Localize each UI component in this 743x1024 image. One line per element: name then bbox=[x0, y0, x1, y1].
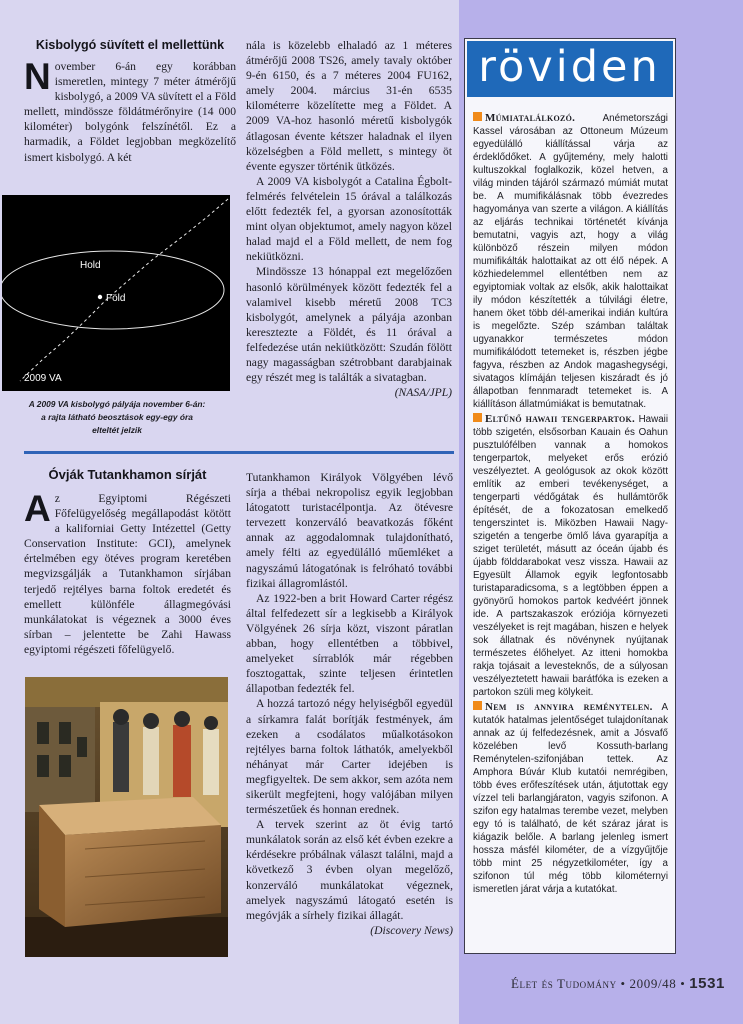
sidebar-banner: röviden bbox=[467, 41, 673, 97]
asteroid-orbit-diagram bbox=[2, 195, 230, 391]
article1-source: (NASA/JPL) bbox=[394, 386, 452, 400]
page-number: 1531 bbox=[689, 975, 725, 992]
article1-intro-text: ovember 6-án egy korábban ismeretlen, mintegy 7 méter átmérőjű kisbolygó, a 2009 VA süvített el a Föld mellett, mindössze földátmérőnyire (14 000 kilométer) bolygónk felszínétől. Ez a harmadik, a Földet legjobban megközelítő ismert kisbolygó. A két bbox=[24, 60, 236, 164]
bullet-square-icon bbox=[473, 413, 482, 422]
article2-intro-text: z Egyiptomi Régészeti Főfelügyelőség megállapodást kötött a kaliforniai Getty Intézettel (Getty Conservation Institute: GCI), amelynek értelmében egy ötéves program keretében megvizsgálják a Tutankhamon sírjában terjedő rejtélyes barna foltok eredetét és emellett különféle állagmegóvási munkálatokat is végeznek a 3000 éves sírban – jelentette be Zahi Hawass egyiptomi régészeti főfelügyelő. bbox=[24, 492, 231, 656]
label-earth: Föld bbox=[106, 293, 126, 304]
article1-col2 bbox=[246, 38, 452, 400]
moon-orbit bbox=[2, 251, 224, 329]
sidebar-item-text: A kutatók hatalmas jelentőséget tulajdonítanak annak az új felfedezésnek, amit a Jósvafő közelében levő Kossuth-barlang Reménytelen-szifonjában tettek. Az Amphora Búvár Klub kutatói nemrégiben, több éves erőfeszítések után, átjutottak egy vízzel teli barlangjáraton, vagyis szifonon. A szifon egy hatalmas terembe vezet, melyben egy tó is található, de két száraz járat is kiágazik belőle. A barlang jelenleg ismert hossza másfél kilométer, de a vízgyűjtője több mint 25 négyzetkilométer, így a szifonon túl még több kilométernyi ismeretlen járat várja a kutatókat. bbox=[473, 702, 668, 895]
article2-p4: A hozzá tartozó négy helyiségből egyedül a sírkamra falát borítják festmények, ám ezeken a csodálatos műalkotásokon rejtélyes barna foltok láthatók, amelyekből néhányat már Carter idejében is megfigyeltek. De sem akkor, sem azóta nem sikerült megfejteni, hogy valójában milyen természetűek és honnan erednek. bbox=[246, 697, 453, 817]
article1-title: Kisbolygó süvített el mellettünk bbox=[35, 38, 225, 52]
earth-dot bbox=[98, 295, 102, 299]
sidebar-item-mummy bbox=[473, 112, 668, 411]
orbit-caption: A 2009 VA kisbolygó pályája november 6-án: a rajta látható beosztások egy-egy óra elteltét jelzik bbox=[28, 399, 206, 435]
article2-title: Óvják Tutankhamon sírját bbox=[48, 467, 207, 482]
sidebar-item-head: Nem is annyira reménytelen. bbox=[485, 701, 653, 713]
article2-p5-text: A tervek szerint az öt évig tartó munkálatok során az első két évben ezekre a kérdésekre próbálnak választ találni, majd a következő 3 évben olyan megelőző, konzerváló munkálatokat végeznek, amelyek nagyszámú látogató esetén is megóvják a sírhely fizikai állagát. bbox=[246, 818, 453, 922]
bullet-square-icon bbox=[473, 112, 482, 121]
article1-p1-cont: nála is közelebb elhaladó az 1 méteres átmérőjű 2008 TS26, amely tavaly október 9-én 6150, és a 7 méteres 2004 FU162, amely 2004. március 31-én 6535 kilométerre közelítette meg a Földet. A 2009 VA-hoz hasonló méretű kisbolygók átlagosan évente kétszer haladnak el ilyen közelségben a Föld mellett, s mintegy öt évente egyszer történik ütközés. bbox=[246, 39, 452, 173]
article1-p2: A 2009 VA kisbolygót a Catalina Égbolt-felmérés felvételein 15 órával a találkozás előtt fedezték fel, a gyorsan azonosították mint olyan objektumot, amely nagyon közel halad majd el a Föld mellett, de nem fog nekiütközni. bbox=[246, 174, 452, 264]
article2-p5 bbox=[246, 817, 453, 937]
label-moon: Hold bbox=[80, 260, 101, 271]
article1-intro bbox=[24, 56, 236, 165]
sidebar-items bbox=[473, 112, 668, 898]
page-footer: Élet és Tudomány • 2009/48 • 1531 bbox=[510, 975, 725, 992]
article1-dropcap: N bbox=[24, 56, 51, 97]
sidebar-item-hawaii bbox=[473, 413, 668, 699]
article2-p2: Tutankhamon Királyok Völgyében lévő sírja a thébai nekropolisz egyik legjobban látogatott turistacélpontja. Az ötévesre tervezett konzerváló beavatkozás főként annak az aggodalomnak tulajdonítható, amely félti az egyedülálló műemléket a nagyszámú látogatónak is felróható további fizikai állagromlástól. bbox=[246, 471, 453, 590]
sidebar-item-head: Eltűnő hawaii tengerpartok. bbox=[485, 413, 636, 425]
article2-col1 bbox=[24, 468, 231, 657]
article-divider bbox=[24, 451, 454, 454]
article2-source: (Discovery News) bbox=[370, 923, 453, 937]
magazine-name: Élet és Tudomány bbox=[510, 976, 617, 991]
article2-col2 bbox=[246, 470, 453, 938]
article1-col1 bbox=[24, 38, 236, 165]
floor bbox=[25, 917, 228, 957]
article2-dropcap: A bbox=[24, 488, 51, 529]
issue-number: 2009/48 bbox=[629, 976, 677, 991]
label-asteroid: 2009 VA bbox=[24, 373, 62, 384]
article1-p3: Mindössze 13 hónappal ezt megelőzően hasonló körülmények között fedezték fel a valamivel kisebb méretű 2008 TC3 kisbolygót, amelynek a pályája azonban keresztezte a Földét, és 11 órával a felfedezése után nekiütközött: Szudán fölött nagy magasságban szétrobbant darabjainak egy részét meg is találták a sivatagban. bbox=[246, 265, 452, 385]
sidebar-item-head: Múmiatalálkozó. bbox=[485, 112, 576, 124]
sidebar-box bbox=[464, 38, 676, 954]
sarcophagus-side bbox=[65, 825, 221, 927]
sidebar-item-text: Hawaii több szigetén, elsősorban Kauain és Oahun pusztulófélben vannak a homokos tengerpartok, melyeket erős erózió veszélyeztet. A geológusok az okok között említik az emberi tevékenységet, a tengerparti védőgátak és hullámtörők építését, de a fokozatosan emelkedő tengerszintet is. Miközben Hawaii Nagy-szigetén a tengerbe ömlő láva gyarapítja a sziget területét, másutt az óceán újabb és újabb földdarabokat vesz vissza. Hawaii az Egyesült Államok egyik legfontosabb turistaparadicsoma, s a legtöbben éppen a gyönyörű homokos partok kedvéért jönnek ide. A partszakaszok eróziója környezeti veszélyeket is rejt magában, hiszen e helyek sok állatnak és növénynek nyújtanak természetes élőhelyet. Az itteni homokba rakja tojásait a levesteknős, de a súlyosan veszélyeztetett hawaii barátfóka is ezeken a partokon szüli meg kölykeit. bbox=[473, 414, 668, 698]
tomb-photo bbox=[25, 677, 228, 957]
sidebar-item-cave bbox=[473, 701, 668, 896]
article2-intro bbox=[24, 488, 231, 657]
asteroid-trajectory bbox=[20, 199, 228, 381]
article2-p3: Az 1922-ben a brit Howard Carter régész által felfedezett sír a legkisebb a Királyok Völgyének 26 sírja közt, viszont páratlan abban, hogy ellentétben a többivel, amelyeket sírrablók már régebben fosztogattak, szinte teljesen érintetlen állapotban fedezték fel. bbox=[246, 591, 453, 696]
bullet-square-icon bbox=[473, 701, 482, 710]
sidebar-item-text: Anémetországi Kassel városában az Ottoneum Múzeum egyedülálló kiállítással várja az érdeklődőket. A gyűjtemény, mely halotti kultuszokkal foglalkozik, közel hetven, a világ minden tájáról származó múmiát mutat be. A mumifikálásnak több évezredes hagyománya van szerte a világon. A kiállítás az eljárás technikai történetét kívánja bemutatni, vagyis azt, hogy a világ különböző részein milyen módon mumifikálták halottaikat az ott élő népek. A közhiedelemmel ellentétben nem az egyiptomiak voltak az elsők, akik halottaikat ily módon készítették a túlvilági életre, hanem öket több dél-amerikai indián kultúra is megelőzte. Szép számban találtak ugyanakkor természetes módon mumifikálódott tetemeket is, részben jégbe fagyva, részben az Andok magashegységi, sivatagos klímáján teljesen kiszáradt és jó állapotban fennmaradt tetemeket is. A kiállításon állatmúmiákat is bemutatnak. bbox=[473, 113, 668, 410]
